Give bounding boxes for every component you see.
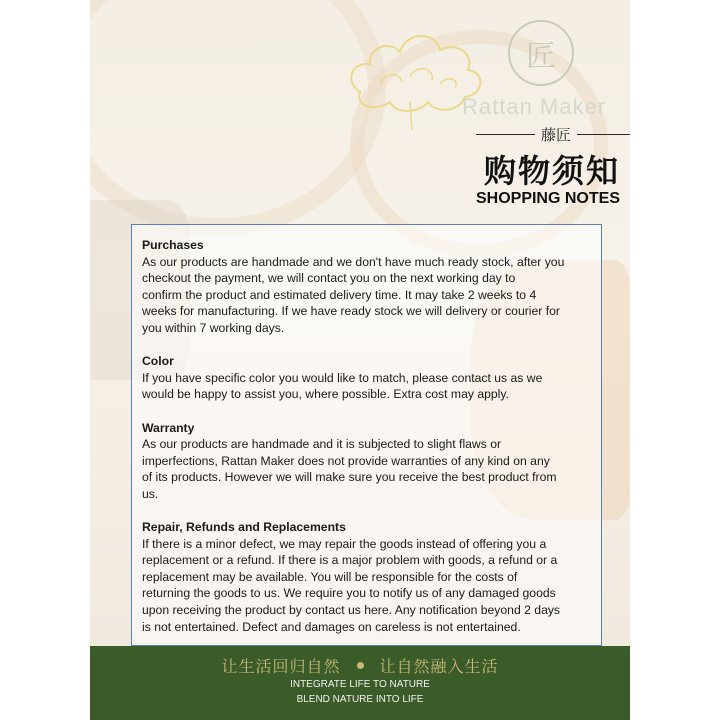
brand-name-cn-row [476, 124, 630, 145]
section-line: weeks for manufacturing. If we have ready stock we will delivery or courier for [142, 304, 560, 319]
section-line: upon receiving the product by contact us here. Any notification beyond 2 days [142, 603, 561, 618]
section-heading: Repair, Refunds and Replacements [142, 520, 346, 535]
section-warranty [142, 420, 591, 503]
slogan-en-2: BLEND NATURE INTO LIFE [296, 694, 424, 705]
divider-line [476, 134, 535, 135]
notes-box [131, 224, 602, 646]
brand-name-cn: 藤匠 [541, 126, 572, 144]
section-line: would be happy to assist you, where possible. Extra cost may apply. [142, 387, 509, 402]
section-purchases [142, 237, 591, 337]
footer-banner [90, 646, 630, 720]
section-line: As our products are handmade and we don't have much ready stock, after you [142, 254, 565, 269]
section-heading: Warranty [142, 420, 195, 435]
divider-line [577, 134, 630, 135]
section-line: replacement may be available. You will be responsible for the costs of [142, 569, 518, 584]
section-line: If there is a minor defect, we may repair the goods instead of offering you a [142, 536, 547, 551]
bullet-dot-icon [357, 662, 364, 669]
slogan-cn-right: 让自然融入生活 [379, 657, 499, 676]
section-line: If you have specific color you would like to match, please contact us as we [142, 370, 543, 385]
brand-seal-logo [508, 20, 574, 86]
slogan-cn-row [90, 654, 630, 677]
section-line: of its products. However we will make sure you receive the best product from [142, 470, 557, 485]
section-line: returning the goods to us. We require you to notify us of any damaged goods [142, 586, 556, 601]
section-line: is not entertained. Defect and damages on careless is not entertained. [142, 619, 521, 634]
section-heading: Purchases [142, 238, 204, 252]
shopping-notes-poster [90, 0, 630, 720]
slogan-cn-left: 让生活回归自然 [221, 657, 341, 676]
section-line: imperfections, Rattan Maker does not provide warranties of any kind on any [142, 453, 550, 468]
section-repair-refunds [142, 519, 591, 635]
section-line: replacement or a refund. If there is a major problem with goods, a refund or a [142, 553, 558, 568]
slogan-en-1: INTEGRATE LIFE TO NATURE [290, 679, 430, 690]
page-title-en: SHOPPING NOTES [475, 190, 620, 207]
seal-character: 匠 [526, 39, 556, 74]
brand-name-en: Rattan Maker [462, 94, 607, 119]
section-line: checkout the payment, we will contact you on the next working day to [142, 271, 516, 286]
section-line: As our products are handmade and it is subjected to slight flaws or [142, 437, 502, 452]
section-line: confirm the product and estimated delivery time. It may take 2 weeks to 4 [142, 287, 537, 302]
section-line: you within 7 working days. [142, 320, 285, 335]
section-line: us. [142, 486, 159, 501]
section-color [142, 353, 591, 403]
section-heading: Color [142, 354, 174, 369]
page-title-cn: 购物须知 [483, 152, 620, 190]
